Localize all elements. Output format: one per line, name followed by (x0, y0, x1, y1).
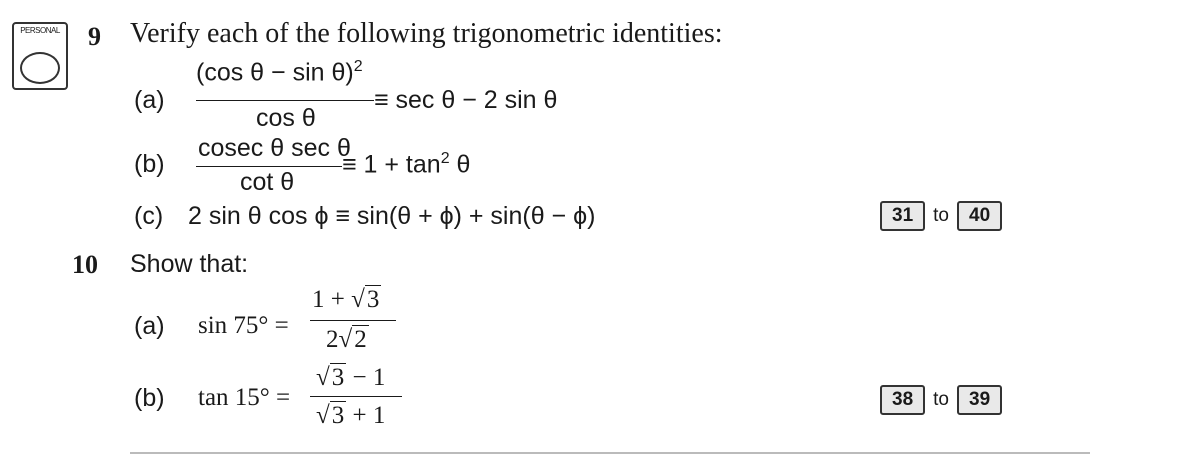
q9c-label: (c) (134, 202, 164, 230)
margin-logo (12, 22, 68, 90)
range-to-word: to (933, 205, 949, 226)
q10a-numerator: 1 + √3 (312, 286, 380, 313)
q9a-numerator: (cos θ − sin θ)$^2$ (196, 58, 363, 87)
q10b-fraction-bar (310, 396, 402, 397)
mouse-icon (20, 52, 60, 84)
question-9-heading: Verify each of the following trigonometric identities: (130, 18, 723, 49)
q9b-rhs: ≡ $1 + \tan^2 \theta$ (342, 150, 471, 179)
q9b-label: (b) (134, 150, 165, 178)
range-to-box: 39 (957, 385, 1002, 415)
question-9-number: 9 (88, 22, 101, 51)
q10-exercise-range (880, 385, 1002, 415)
q10a-lhs: sin 75° = (198, 312, 289, 339)
logo-text: PERSONAL (20, 26, 60, 35)
q9-exercise-range (880, 201, 1002, 231)
q9a-rhs: ≡ sec θ − 2 sin θ (374, 86, 558, 114)
q9a-denominator: cos θ (256, 104, 316, 132)
q10a-fraction-bar (310, 320, 396, 321)
q9a-label: (a) (134, 86, 165, 114)
q9b-fraction-bar (196, 166, 342, 167)
range-from-box: 38 (880, 385, 925, 415)
page-bottom-edge (130, 452, 1090, 454)
question-10-number: 10 (72, 250, 98, 279)
q9b-denominator: cot θ (240, 168, 295, 196)
range-from-box: 31 (880, 201, 925, 231)
q10a-denominator: 2√2 (326, 326, 367, 353)
q9c-expression: 2 sin θ cos ϕ ≡ sin(θ + ϕ) + sin(θ − ϕ) (188, 202, 596, 230)
q10b-label: (b) (134, 384, 165, 412)
q10b-lhs: tan 15° = (198, 384, 291, 411)
question-10-heading: Show that: (130, 250, 249, 278)
q10a-label: (a) (134, 312, 165, 340)
q10b-numerator: √3 − 1 (316, 364, 386, 391)
q10b-denominator: √3 + 1 (316, 402, 386, 429)
range-to-word: to (933, 389, 949, 410)
q9a-fraction-bar (196, 100, 374, 101)
range-to-box: 40 (957, 201, 1002, 231)
q9b-numerator: cosec θ sec θ (198, 134, 351, 162)
